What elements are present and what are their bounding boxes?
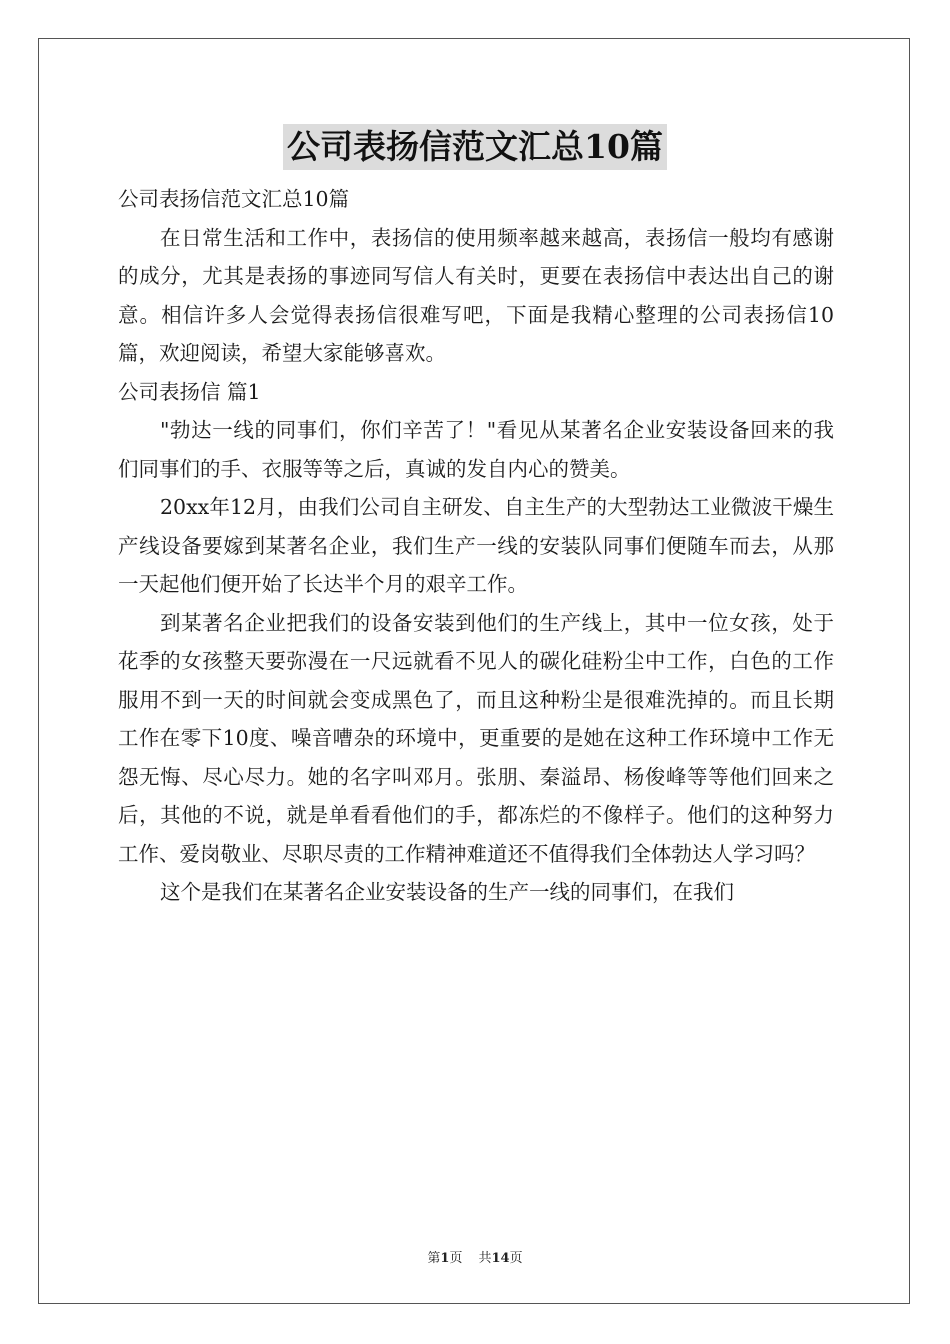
page-suffix: 页: [449, 1251, 463, 1266]
title-container: [0, 124, 950, 170]
total-prefix: 共: [478, 1251, 492, 1266]
body-paragraph: 到某著名企业把我们的设备安装到他们的生产线上，其中一位女孩，处于花季的女孩整天要弥漫在一尺远就看不见人的碳化硅粉尘中工作，白色的工作服用不到一天的时间就会变成黑色了，而且这种粉尘是很难洗掉的。而且长期工作在零下10度、噪音嘈杂的环境中，更重要的是她在这种工作环境中工作无怨无悔、尽心尽力。她的名字叫邓月。张朋、秦溢昂、杨俊峰等等他们回来之后，其他的不说，就是单看看他们的手，都冻烂的不像样子。他们的这种努力工作、爱岗敬业、尽职尽责的工作精神难道还不值得我们全体勃达人学习吗？: [118, 610, 834, 866]
section-heading-1: 公司表扬信 篇1: [118, 379, 261, 404]
intro-paragraph: 在日常生活和工作中，表扬信的使用频率越来越高，表扬信一般均有感谢的成分，尤其是表扬的事迹同写信人有关时，更要在表扬信中表达出自己的谢意。相信许多人会觉得表扬信很难写吧，下面是我精心整理的公司表扬信10篇，欢迎阅读，希望大家能够喜欢。: [118, 225, 834, 365]
subtitle-line: 公司表扬信范文汇总10篇: [118, 187, 350, 211]
document-body: [118, 180, 834, 912]
body-paragraph: 这个是我们在某著名企业安装设备的生产一线的同事们，在我们: [160, 880, 735, 904]
total-pages: 14: [491, 1251, 510, 1266]
body-paragraph: "勃达一线的同事们，你们辛苦了！"看见从某著名企业安装设备回来的我们同事们的手、衣服等等之后，真诚的发自内心的赞美。: [118, 418, 834, 481]
body-paragraph: 20xx年12月，由我们公司自主研发、自主生产的大型勃达工业微波干燥生产线设备要嫁到某著名企业，我们生产一线的安装队同事们便随车而去，从那一天起他们便开始了长达半个月的艰辛工作。: [118, 495, 834, 596]
page-prefix: 第: [427, 1251, 441, 1266]
page-number: 1: [440, 1251, 450, 1266]
document-title: 公司表扬信范文汇总10篇: [283, 124, 667, 170]
total-suffix: 页: [509, 1251, 523, 1266]
page-footer: [0, 1247, 950, 1266]
